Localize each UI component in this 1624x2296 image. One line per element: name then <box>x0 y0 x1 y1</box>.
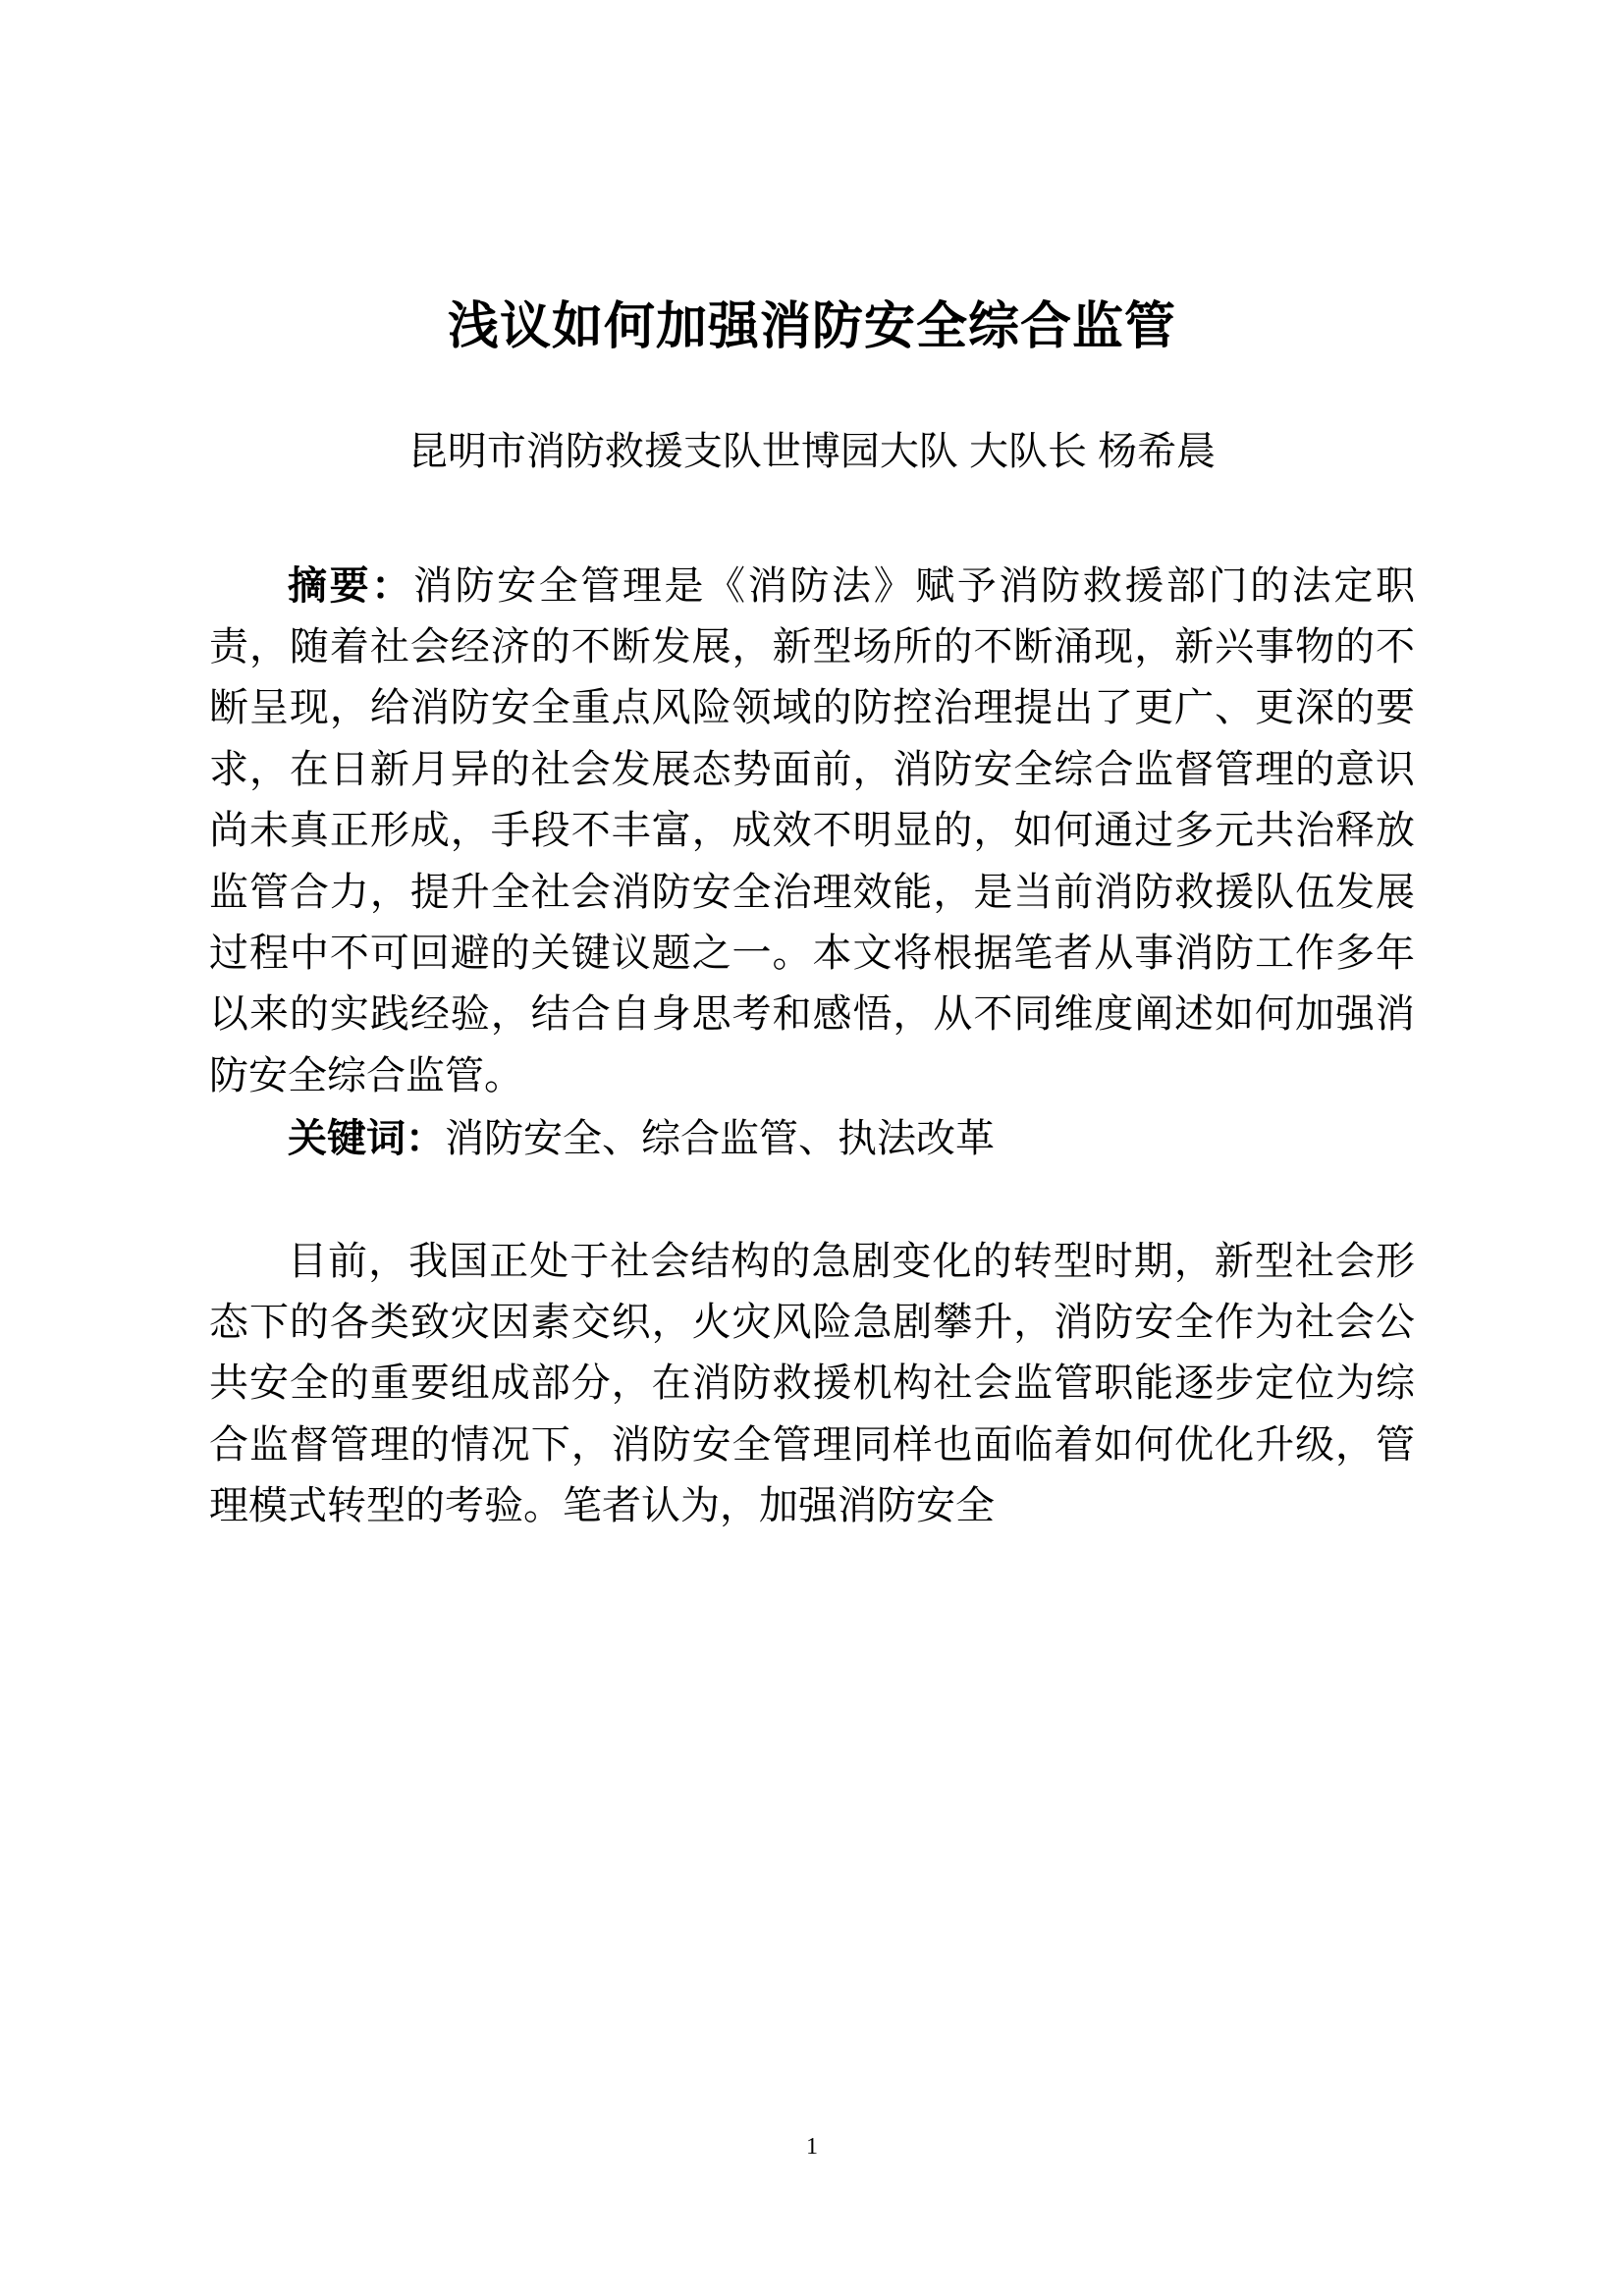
keywords-paragraph <box>209 1108 1415 1169</box>
keywords-label: 关键词： <box>288 1117 445 1161</box>
document-content <box>209 0 1415 1536</box>
keywords-section <box>209 1106 1415 1169</box>
page-title: 浅议如何加强消防安全综合监管 <box>447 298 1176 355</box>
body-section <box>209 1170 1415 1537</box>
keywords-text: 消防安全、综合监管、执法改革 <box>445 1117 995 1161</box>
body-paragraph-1: 目前，我国正处于社会结构的急剧变化的转型时期，新型社会形态下的各类致灾因素交织，火灾风险急剧攀升，消防安全作为社会公共安全的重要组成部分，在消防救援机构社会监管职能逐步定位为综合监督管理的情况下，消防安全管理同样也面临着如何优化升级，管理模式转型的考验。笔者认为，加强消防安全 <box>209 1239 1415 1528</box>
abstract-text: 消防安全管理是《消防法》赋予消防救援部门的法定职责，随着社会经济的不断发展，新型场所的不断涌现，新兴事物的不断呈现，给消防安全重点风险领域的防控治理提出了更广、更深的要求，在日新月异的社会发展态势面前，消防安全综合监督管理的意识尚未真正形成，手段不丰富，成效不明显的，如何通过多元共治释放监管合力，提升全社会消防安全治理效能，是当前消防救援队伍发展过程中不可回避的关键议题之一。本文将根据笔者从事消防工作多年以来的实践经验，结合自身思考和感悟，从不同维度阐述如何加强消防安全综合监管。 <box>209 563 1416 1097</box>
abstract-paragraph <box>209 556 1415 1107</box>
abstract-label: 摘要： <box>288 563 413 608</box>
author-byline: 昆明市消防救援支队世博园大队 大队长 杨希晨 <box>407 429 1217 473</box>
page-number: 1 <box>806 2134 818 2160</box>
abstract-section <box>209 479 1415 1107</box>
